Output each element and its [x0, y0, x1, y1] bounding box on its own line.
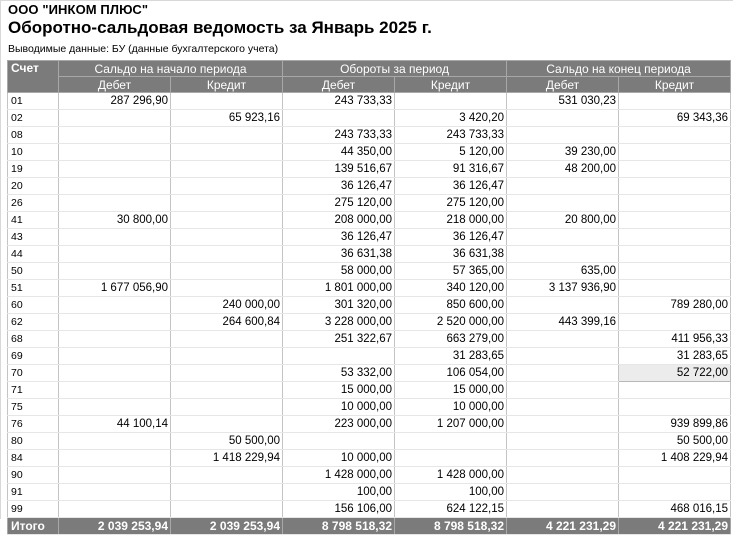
turnover-table-wrapper	[7, 60, 731, 535]
table-row[interactable]	[8, 314, 731, 331]
opening-credit-cell[interactable]	[171, 467, 283, 484]
closing-debit-cell[interactable]: 39 230,00	[507, 144, 619, 161]
opening-credit-cell[interactable]	[171, 382, 283, 399]
turnover-credit-cell[interactable]: 36 126,47	[395, 178, 507, 195]
closing-debit-cell[interactable]	[507, 467, 619, 484]
table-row[interactable]	[8, 263, 731, 280]
closing-debit-cell[interactable]	[507, 365, 619, 382]
closing-credit-cell[interactable]	[619, 212, 731, 229]
turnover-credit-cell[interactable]: 850 600,00	[395, 297, 507, 314]
closing-debit-cell[interactable]: 48 200,00	[507, 161, 619, 178]
opening-credit-cell[interactable]	[171, 484, 283, 501]
opening-debit-cell[interactable]	[59, 331, 171, 348]
closing-debit-cell[interactable]	[507, 229, 619, 246]
opening-credit-cell[interactable]	[171, 280, 283, 297]
turnover-credit-cell[interactable]: 624 122,15	[395, 501, 507, 518]
account-cell[interactable]: 44	[8, 246, 59, 263]
table-row[interactable]	[8, 229, 731, 246]
account-cell[interactable]: 70	[8, 365, 59, 382]
total-label[interactable]: Итого	[8, 518, 59, 535]
turnover-debit-cell[interactable]: 10 000,00	[283, 450, 395, 467]
account-cell[interactable]: 41	[8, 212, 59, 229]
account-cell[interactable]: 62	[8, 314, 59, 331]
turnover-credit-header[interactable]: Кредит	[395, 77, 507, 93]
opening-debit-cell[interactable]	[59, 195, 171, 212]
closing-debit-cell[interactable]	[507, 297, 619, 314]
opening-credit-cell[interactable]	[171, 144, 283, 161]
turnover-debit-cell[interactable]: 301 320,00	[283, 297, 395, 314]
closing-credit-cell[interactable]	[619, 246, 731, 263]
turnover-debit-cell[interactable]: 223 000,00	[283, 416, 395, 433]
closing-credit-cell[interactable]: 69 343,36	[619, 110, 731, 127]
report-subtitle: Выводимые данные: БУ (данные бухгалтерского учета)	[8, 43, 279, 55]
closing-debit-cell[interactable]: 3 137 936,90	[507, 280, 619, 297]
header-sub-row	[8, 77, 731, 93]
opening-debit-cell[interactable]	[59, 144, 171, 161]
opening-debit-cell[interactable]: 30 800,00	[59, 212, 171, 229]
turnover-credit-cell[interactable]	[395, 433, 507, 450]
closing-debit-cell[interactable]	[507, 195, 619, 212]
total-opening-credit[interactable]: 2 039 253,94	[171, 518, 283, 535]
table-row[interactable]	[8, 450, 731, 467]
opening-debit-cell[interactable]	[59, 450, 171, 467]
opening-debit-cell[interactable]	[59, 467, 171, 484]
turnover-debit-cell[interactable]: 208 000,00	[283, 212, 395, 229]
turnover-debit-cell[interactable]: 15 000,00	[283, 382, 395, 399]
closing-debit-cell[interactable]: 443 399,16	[507, 314, 619, 331]
opening-credit-cell[interactable]	[171, 93, 283, 110]
account-cell[interactable]: 02	[8, 110, 59, 127]
opening-credit-cell[interactable]	[171, 195, 283, 212]
turnover-credit-cell[interactable]: 2 520 000,00	[395, 314, 507, 331]
turnover-debit-cell[interactable]: 275 120,00	[283, 195, 395, 212]
opening-debit-cell[interactable]	[59, 110, 171, 127]
opening-debit-cell[interactable]	[59, 399, 171, 416]
table-row[interactable]	[8, 161, 731, 178]
table-row[interactable]	[8, 484, 731, 501]
total-closing-debit[interactable]: 4 221 231,29	[507, 518, 619, 535]
account-cell[interactable]: 43	[8, 229, 59, 246]
header-group-row	[8, 61, 731, 77]
account-cell[interactable]: 76	[8, 416, 59, 433]
closing-credit-cell[interactable]	[619, 280, 731, 297]
closing-credit-cell[interactable]: 468 016,15	[619, 501, 731, 518]
turnover-credit-cell[interactable]: 57 365,00	[395, 263, 507, 280]
turnover-credit-cell[interactable]: 3 420,20	[395, 110, 507, 127]
opening-debit-cell[interactable]	[59, 246, 171, 263]
account-cell[interactable]: 10	[8, 144, 59, 161]
closing-debit-cell[interactable]: 531 030,23	[507, 93, 619, 110]
table-row[interactable]	[8, 348, 731, 365]
closing-credit-cell[interactable]	[619, 399, 731, 416]
turnover-debit-cell[interactable]: 139 516,67	[283, 161, 395, 178]
turnover-debit-cell[interactable]: 156 106,00	[283, 501, 395, 518]
opening-debit-cell[interactable]	[59, 314, 171, 331]
table-row[interactable]	[8, 195, 731, 212]
closing-credit-cell[interactable]	[619, 161, 731, 178]
turnover-debit-cell[interactable]	[283, 433, 395, 450]
closing-credit-cell[interactable]	[619, 127, 731, 144]
account-cell[interactable]: 68	[8, 331, 59, 348]
turnover-credit-cell[interactable]: 91 316,67	[395, 161, 507, 178]
turnover-debit-cell[interactable]: 53 332,00	[283, 365, 395, 382]
opening-debit-cell[interactable]	[59, 229, 171, 246]
organization-name: ООО "ИНКОМ ПЛЮС"	[8, 2, 149, 17]
opening-debit-cell[interactable]	[59, 127, 171, 144]
closing-debit-cell[interactable]	[507, 348, 619, 365]
opening-credit-cell[interactable]	[171, 178, 283, 195]
turnover-credit-cell[interactable]: 1 207 000,00	[395, 416, 507, 433]
account-column-header[interactable]: Счет	[8, 61, 59, 93]
total-turnover-credit[interactable]: 8 798 518,32	[395, 518, 507, 535]
account-cell[interactable]: 51	[8, 280, 59, 297]
closing-debit-cell[interactable]	[507, 501, 619, 518]
turnover-debit-cell[interactable]: 243 733,33	[283, 93, 395, 110]
total-turnover-debit[interactable]: 8 798 518,32	[283, 518, 395, 535]
opening-credit-cell[interactable]	[171, 416, 283, 433]
turnover-credit-cell[interactable]: 340 120,00	[395, 280, 507, 297]
account-cell[interactable]: 71	[8, 382, 59, 399]
turnover-debit-cell[interactable]: 1 428 000,00	[283, 467, 395, 484]
closing-credit-header[interactable]: Кредит	[619, 77, 731, 93]
table-row[interactable]	[8, 433, 731, 450]
account-cell[interactable]: 84	[8, 450, 59, 467]
total-opening-debit[interactable]: 2 039 253,94	[59, 518, 171, 535]
closing-credit-cell[interactable]: 31 283,65	[619, 348, 731, 365]
closing-balance-header[interactable]: Сальдо на конец периода	[507, 61, 731, 77]
turnover-balance-table	[7, 60, 731, 535]
table-row[interactable]	[8, 297, 731, 314]
account-cell[interactable]: 80	[8, 433, 59, 450]
opening-credit-cell[interactable]	[171, 246, 283, 263]
turnover-debit-cell[interactable]	[283, 110, 395, 127]
closing-credit-cell[interactable]: 939 899,86	[619, 416, 731, 433]
closing-credit-cell[interactable]	[619, 229, 731, 246]
table-row[interactable]	[8, 93, 731, 110]
account-cell[interactable]: 01	[8, 93, 59, 110]
opening-credit-cell[interactable]: 1 418 229,94	[171, 450, 283, 467]
opening-debit-cell[interactable]	[59, 484, 171, 501]
turnover-debit-cell[interactable]: 36 126,47	[283, 178, 395, 195]
closing-credit-cell[interactable]	[619, 263, 731, 280]
turnover-credit-cell[interactable]: 36 631,38	[395, 246, 507, 263]
turnover-debit-cell[interactable]: 1 801 000,00	[283, 280, 395, 297]
report-title: Оборотно-сальдовая ведомость за Январь 2025 г.	[8, 18, 432, 37]
opening-credit-cell[interactable]	[171, 263, 283, 280]
account-cell[interactable]: 20	[8, 178, 59, 195]
opening-debit-cell[interactable]	[59, 178, 171, 195]
closing-credit-cell[interactable]	[619, 484, 731, 501]
turnover-credit-cell[interactable]: 106 054,00	[395, 365, 507, 382]
opening-credit-header[interactable]: Кредит	[171, 77, 283, 93]
closing-debit-cell[interactable]	[507, 331, 619, 348]
opening-debit-cell[interactable]	[59, 297, 171, 314]
opening-credit-cell[interactable]: 264 600,84	[171, 314, 283, 331]
table-row[interactable]	[8, 382, 731, 399]
closing-debit-cell[interactable]	[507, 127, 619, 144]
opening-debit-cell[interactable]: 1 677 056,90	[59, 280, 171, 297]
opening-credit-cell[interactable]: 50 500,00	[171, 433, 283, 450]
closing-debit-cell[interactable]	[507, 416, 619, 433]
opening-credit-cell[interactable]: 240 000,00	[171, 297, 283, 314]
closing-debit-cell[interactable]	[507, 178, 619, 195]
opening-credit-cell[interactable]	[171, 501, 283, 518]
account-cell[interactable]: 99	[8, 501, 59, 518]
opening-credit-cell[interactable]	[171, 331, 283, 348]
closing-debit-cell[interactable]: 20 800,00	[507, 212, 619, 229]
opening-credit-cell[interactable]	[171, 399, 283, 416]
turnover-credit-cell[interactable]: 31 283,65	[395, 348, 507, 365]
turnover-credit-cell[interactable]: 1 428 000,00	[395, 467, 507, 484]
account-cell[interactable]: 60	[8, 297, 59, 314]
closing-credit-cell[interactable]	[619, 178, 731, 195]
opening-credit-cell[interactable]	[171, 365, 283, 382]
closing-debit-cell[interactable]	[507, 110, 619, 127]
opening-debit-header[interactable]: Дебет	[59, 77, 171, 93]
account-cell[interactable]: 75	[8, 399, 59, 416]
closing-credit-cell[interactable]	[619, 93, 731, 110]
turnover-credit-cell[interactable]: 218 000,00	[395, 212, 507, 229]
turnover-credit-cell[interactable]	[395, 450, 507, 467]
table-row[interactable]	[8, 331, 731, 348]
closing-credit-cell[interactable]: 1 408 229,94	[619, 450, 731, 467]
turnover-debit-cell[interactable]: 36 126,47	[283, 229, 395, 246]
closing-credit-cell[interactable]: 50 500,00	[619, 433, 731, 450]
turnover-credit-cell[interactable]: 275 120,00	[395, 195, 507, 212]
turnover-debit-cell[interactable]: 36 631,38	[283, 246, 395, 263]
turnover-debit-cell[interactable]: 10 000,00	[283, 399, 395, 416]
table-row[interactable]	[8, 246, 731, 263]
account-cell[interactable]: 19	[8, 161, 59, 178]
opening-debit-cell[interactable]: 287 296,90	[59, 93, 171, 110]
opening-credit-cell[interactable]	[171, 212, 283, 229]
closing-credit-cell[interactable]	[619, 382, 731, 399]
total-closing-credit[interactable]: 4 221 231,29	[619, 518, 731, 535]
opening-debit-cell[interactable]	[59, 501, 171, 518]
closing-debit-cell[interactable]: 635,00	[507, 263, 619, 280]
closing-credit-cell[interactable]	[619, 314, 731, 331]
closing-credit-cell[interactable]	[619, 144, 731, 161]
closing-credit-cell[interactable]: 411 956,33	[619, 331, 731, 348]
turnover-credit-cell[interactable]: 100,00	[395, 484, 507, 501]
opening-balance-header[interactable]: Сальдо на начало периода	[59, 61, 283, 77]
closing-debit-cell[interactable]	[507, 399, 619, 416]
table-row[interactable]	[8, 212, 731, 229]
turnover-credit-cell[interactable]: 5 120,00	[395, 144, 507, 161]
turnover-credit-cell[interactable]	[395, 93, 507, 110]
table-row[interactable]	[8, 467, 731, 484]
closing-debit-cell[interactable]	[507, 246, 619, 263]
table-row[interactable]	[8, 416, 731, 433]
turnover-debit-header[interactable]: Дебет	[283, 77, 395, 93]
turnover-debit-cell[interactable]: 44 350,00	[283, 144, 395, 161]
turnover-debit-cell[interactable]: 100,00	[283, 484, 395, 501]
closing-credit-cell[interactable]: 52 722,00	[619, 365, 731, 382]
turnover-credit-cell[interactable]: 15 000,00	[395, 382, 507, 399]
closing-credit-cell[interactable]: 789 280,00	[619, 297, 731, 314]
turnover-credit-cell[interactable]: 36 126,47	[395, 229, 507, 246]
closing-credit-cell[interactable]	[619, 195, 731, 212]
table-body	[8, 93, 731, 518]
closing-debit-cell[interactable]	[507, 450, 619, 467]
opening-debit-cell[interactable]	[59, 365, 171, 382]
account-cell[interactable]: 91	[8, 484, 59, 501]
table-row[interactable]	[8, 365, 731, 382]
closing-debit-cell[interactable]	[507, 433, 619, 450]
turnover-debit-cell[interactable]	[283, 348, 395, 365]
turnover-credit-cell[interactable]: 10 000,00	[395, 399, 507, 416]
opening-credit-cell[interactable]	[171, 127, 283, 144]
table-row[interactable]	[8, 144, 731, 161]
opening-credit-cell[interactable]	[171, 161, 283, 178]
turnover-debit-cell[interactable]: 3 228 000,00	[283, 314, 395, 331]
opening-credit-cell[interactable]	[171, 229, 283, 246]
table-row[interactable]	[8, 127, 731, 144]
turnover-credit-cell[interactable]: 663 279,00	[395, 331, 507, 348]
account-cell[interactable]: 50	[8, 263, 59, 280]
closing-debit-header[interactable]: Дебет	[507, 77, 619, 93]
turnover-credit-cell[interactable]: 243 733,33	[395, 127, 507, 144]
table-row[interactable]	[8, 178, 731, 195]
closing-debit-cell[interactable]	[507, 382, 619, 399]
turnover-debit-cell[interactable]: 243 733,33	[283, 127, 395, 144]
account-cell[interactable]: 90	[8, 467, 59, 484]
account-cell[interactable]: 69	[8, 348, 59, 365]
closing-credit-cell[interactable]	[619, 467, 731, 484]
account-cell[interactable]: 08	[8, 127, 59, 144]
turnover-debit-cell[interactable]: 58 000,00	[283, 263, 395, 280]
opening-debit-cell[interactable]: 44 100,14	[59, 416, 171, 433]
table-row[interactable]	[8, 110, 731, 127]
opening-debit-cell[interactable]	[59, 263, 171, 280]
period-turnover-header[interactable]: Обороты за период	[283, 61, 507, 77]
opening-credit-cell[interactable]	[171, 348, 283, 365]
closing-debit-cell[interactable]	[507, 484, 619, 501]
opening-credit-cell[interactable]: 65 923,16	[171, 110, 283, 127]
table-row[interactable]	[8, 280, 731, 297]
opening-debit-cell[interactable]	[59, 433, 171, 450]
table-row[interactable]	[8, 399, 731, 416]
opening-debit-cell[interactable]	[59, 348, 171, 365]
total-row	[8, 518, 731, 535]
turnover-debit-cell[interactable]: 251 322,67	[283, 331, 395, 348]
table-row[interactable]	[8, 501, 731, 518]
account-cell[interactable]: 26	[8, 195, 59, 212]
opening-debit-cell[interactable]	[59, 161, 171, 178]
opening-debit-cell[interactable]	[59, 382, 171, 399]
